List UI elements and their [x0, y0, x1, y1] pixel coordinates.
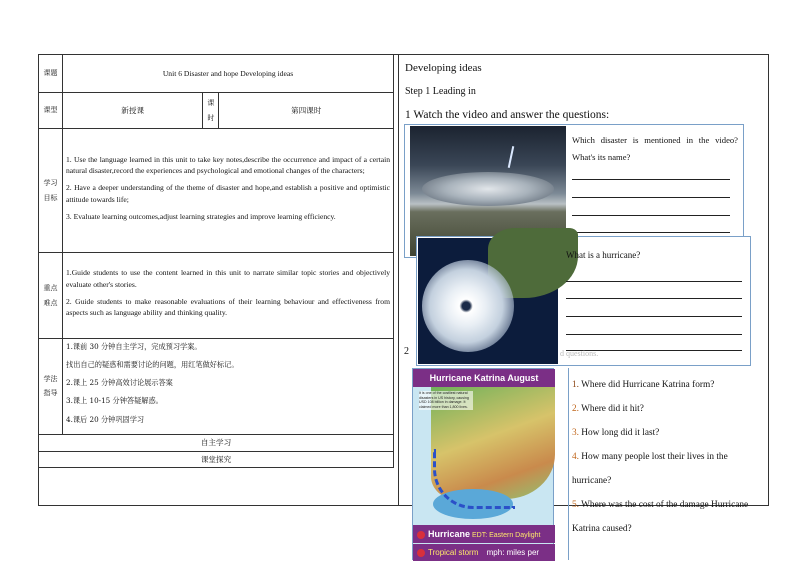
keypoints-label: 重点难点: [39, 253, 63, 339]
question-number: 3.: [572, 428, 579, 438]
answer-line: [572, 232, 730, 233]
answer-line: [572, 179, 730, 180]
hurricane-swirl-shape: [422, 260, 514, 352]
hurricane-dot-icon: [417, 531, 425, 539]
topic-label: 课题: [39, 55, 63, 93]
self-study-row: 自主学习: [39, 434, 394, 451]
lightning-bolt-shape: [508, 146, 515, 168]
step2-heading: 2: [404, 346, 409, 357]
question-text: How many people lost their lives in the hurricane?: [572, 452, 728, 486]
question-text: How long did it last?: [578, 428, 660, 438]
methods-list: [63, 339, 394, 435]
watch-instruction: 1 Watch the video and answer the questions:: [405, 109, 610, 121]
question-item: [572, 397, 750, 421]
period-label: 课时: [203, 93, 219, 129]
period-value: 第四课时: [219, 93, 394, 129]
storm-cloud-shape: [422, 172, 554, 206]
class-explore-row: 课堂探究: [39, 451, 394, 468]
question-item: [572, 421, 750, 445]
map-legend-storm: [413, 544, 555, 574]
method-item: 4.课后 20 分钟巩固学习: [66, 414, 145, 424]
objectives-list: [63, 129, 394, 253]
question-text: Where did it hit?: [578, 404, 644, 414]
lesson-plan-table: [38, 54, 394, 468]
type-label: 课型: [39, 93, 63, 129]
question-number: 1.: [572, 380, 579, 390]
answer-line: [566, 298, 742, 299]
question-text: Where did Hurricane Katrina form?: [578, 380, 715, 390]
legend-storm-label: Tropical storm: [428, 548, 479, 557]
step1-heading: Step 1 Leading in: [405, 86, 476, 97]
keypoints-list: [63, 253, 394, 339]
question-item: [572, 493, 750, 541]
question-text: Where was the cost of the damage Hurricane Katrina caused?: [572, 500, 749, 534]
method-label: 学法指导: [39, 339, 63, 435]
method-item: 1.课前 30 分钟自主学习，完成预习学案。: [66, 342, 202, 351]
question-item: [572, 445, 750, 493]
katrina-questions: [572, 373, 750, 541]
objective-item: 3. Evaluate learning outcomes,adjust learning strategies and improve learning efficiency.: [66, 211, 336, 221]
type-value: 新授课: [63, 93, 203, 129]
storm-dot-icon: [417, 549, 425, 557]
hurricane-satellite-image: [418, 238, 558, 364]
answer-line: [566, 281, 742, 282]
step2-heading-tail: d questions.: [560, 349, 599, 358]
question-number: 5.: [572, 500, 579, 510]
answer-line: [566, 316, 742, 317]
objective-item: 1. Use the language learned in this unit to take key notes,describe the occurrence and impact of a certain natural disaster,record the experiences and psychological and emotional changes of the characters;: [66, 154, 390, 176]
topic-value: Unit 6 Disaster and hope Developing ideas: [63, 55, 394, 93]
column-divider: [398, 54, 399, 506]
question-item: [572, 373, 750, 397]
answer-line: [572, 215, 730, 216]
legend-hurricane-label: Hurricane: [428, 529, 471, 539]
map-caption: It is one of the costliest natural disasters in US history, causing USD 108 billion in damage. It claimed more than 1,800 lives.: [419, 391, 473, 410]
katrina-map: [412, 368, 554, 574]
answer-line: [566, 334, 742, 335]
question-number: 4.: [572, 452, 579, 462]
keypoint-item: 1.Guide students to use the content learned in this unit to narrate similar topic stories and objectively evaluate other's stories.: [66, 267, 390, 289]
hurricane-question: What is a hurricane?: [566, 250, 641, 260]
method-item: 3.课上 10-15 分钟答疑解惑。: [66, 396, 163, 406]
legend-mph-label: mph: miles per hour: [417, 548, 540, 574]
objective-item: 2. Have a deeper understanding of the theme of disaster and hope,and establish a positive and optimistic attitude towards life;: [66, 183, 390, 204]
legend-edt-label: EDT: Eastern Daylight: [471, 532, 541, 539]
answer-line: [572, 197, 730, 198]
disaster-question: Which disaster is mentioned in the video? What's its name?: [572, 135, 738, 163]
section-title: Developing ideas: [405, 62, 482, 74]
method-item: 2.课上 25 分钟高效讨论展示答案: [66, 378, 173, 388]
map-legend-hurricane: [413, 525, 555, 543]
map-title: Hurricane Katrina August: [413, 369, 555, 387]
question-number: 2.: [572, 404, 579, 414]
keypoint-item: 2. Guide students to make reasonable evaluations of their learning behaviour and effectiveness from aspects such as language ability and thinking quality.: [66, 296, 390, 318]
objectives-label: 学习目标: [39, 129, 63, 253]
method-item: 找出自己的疑惑和需要讨论的问题，用红笔做好标记。: [66, 360, 239, 370]
